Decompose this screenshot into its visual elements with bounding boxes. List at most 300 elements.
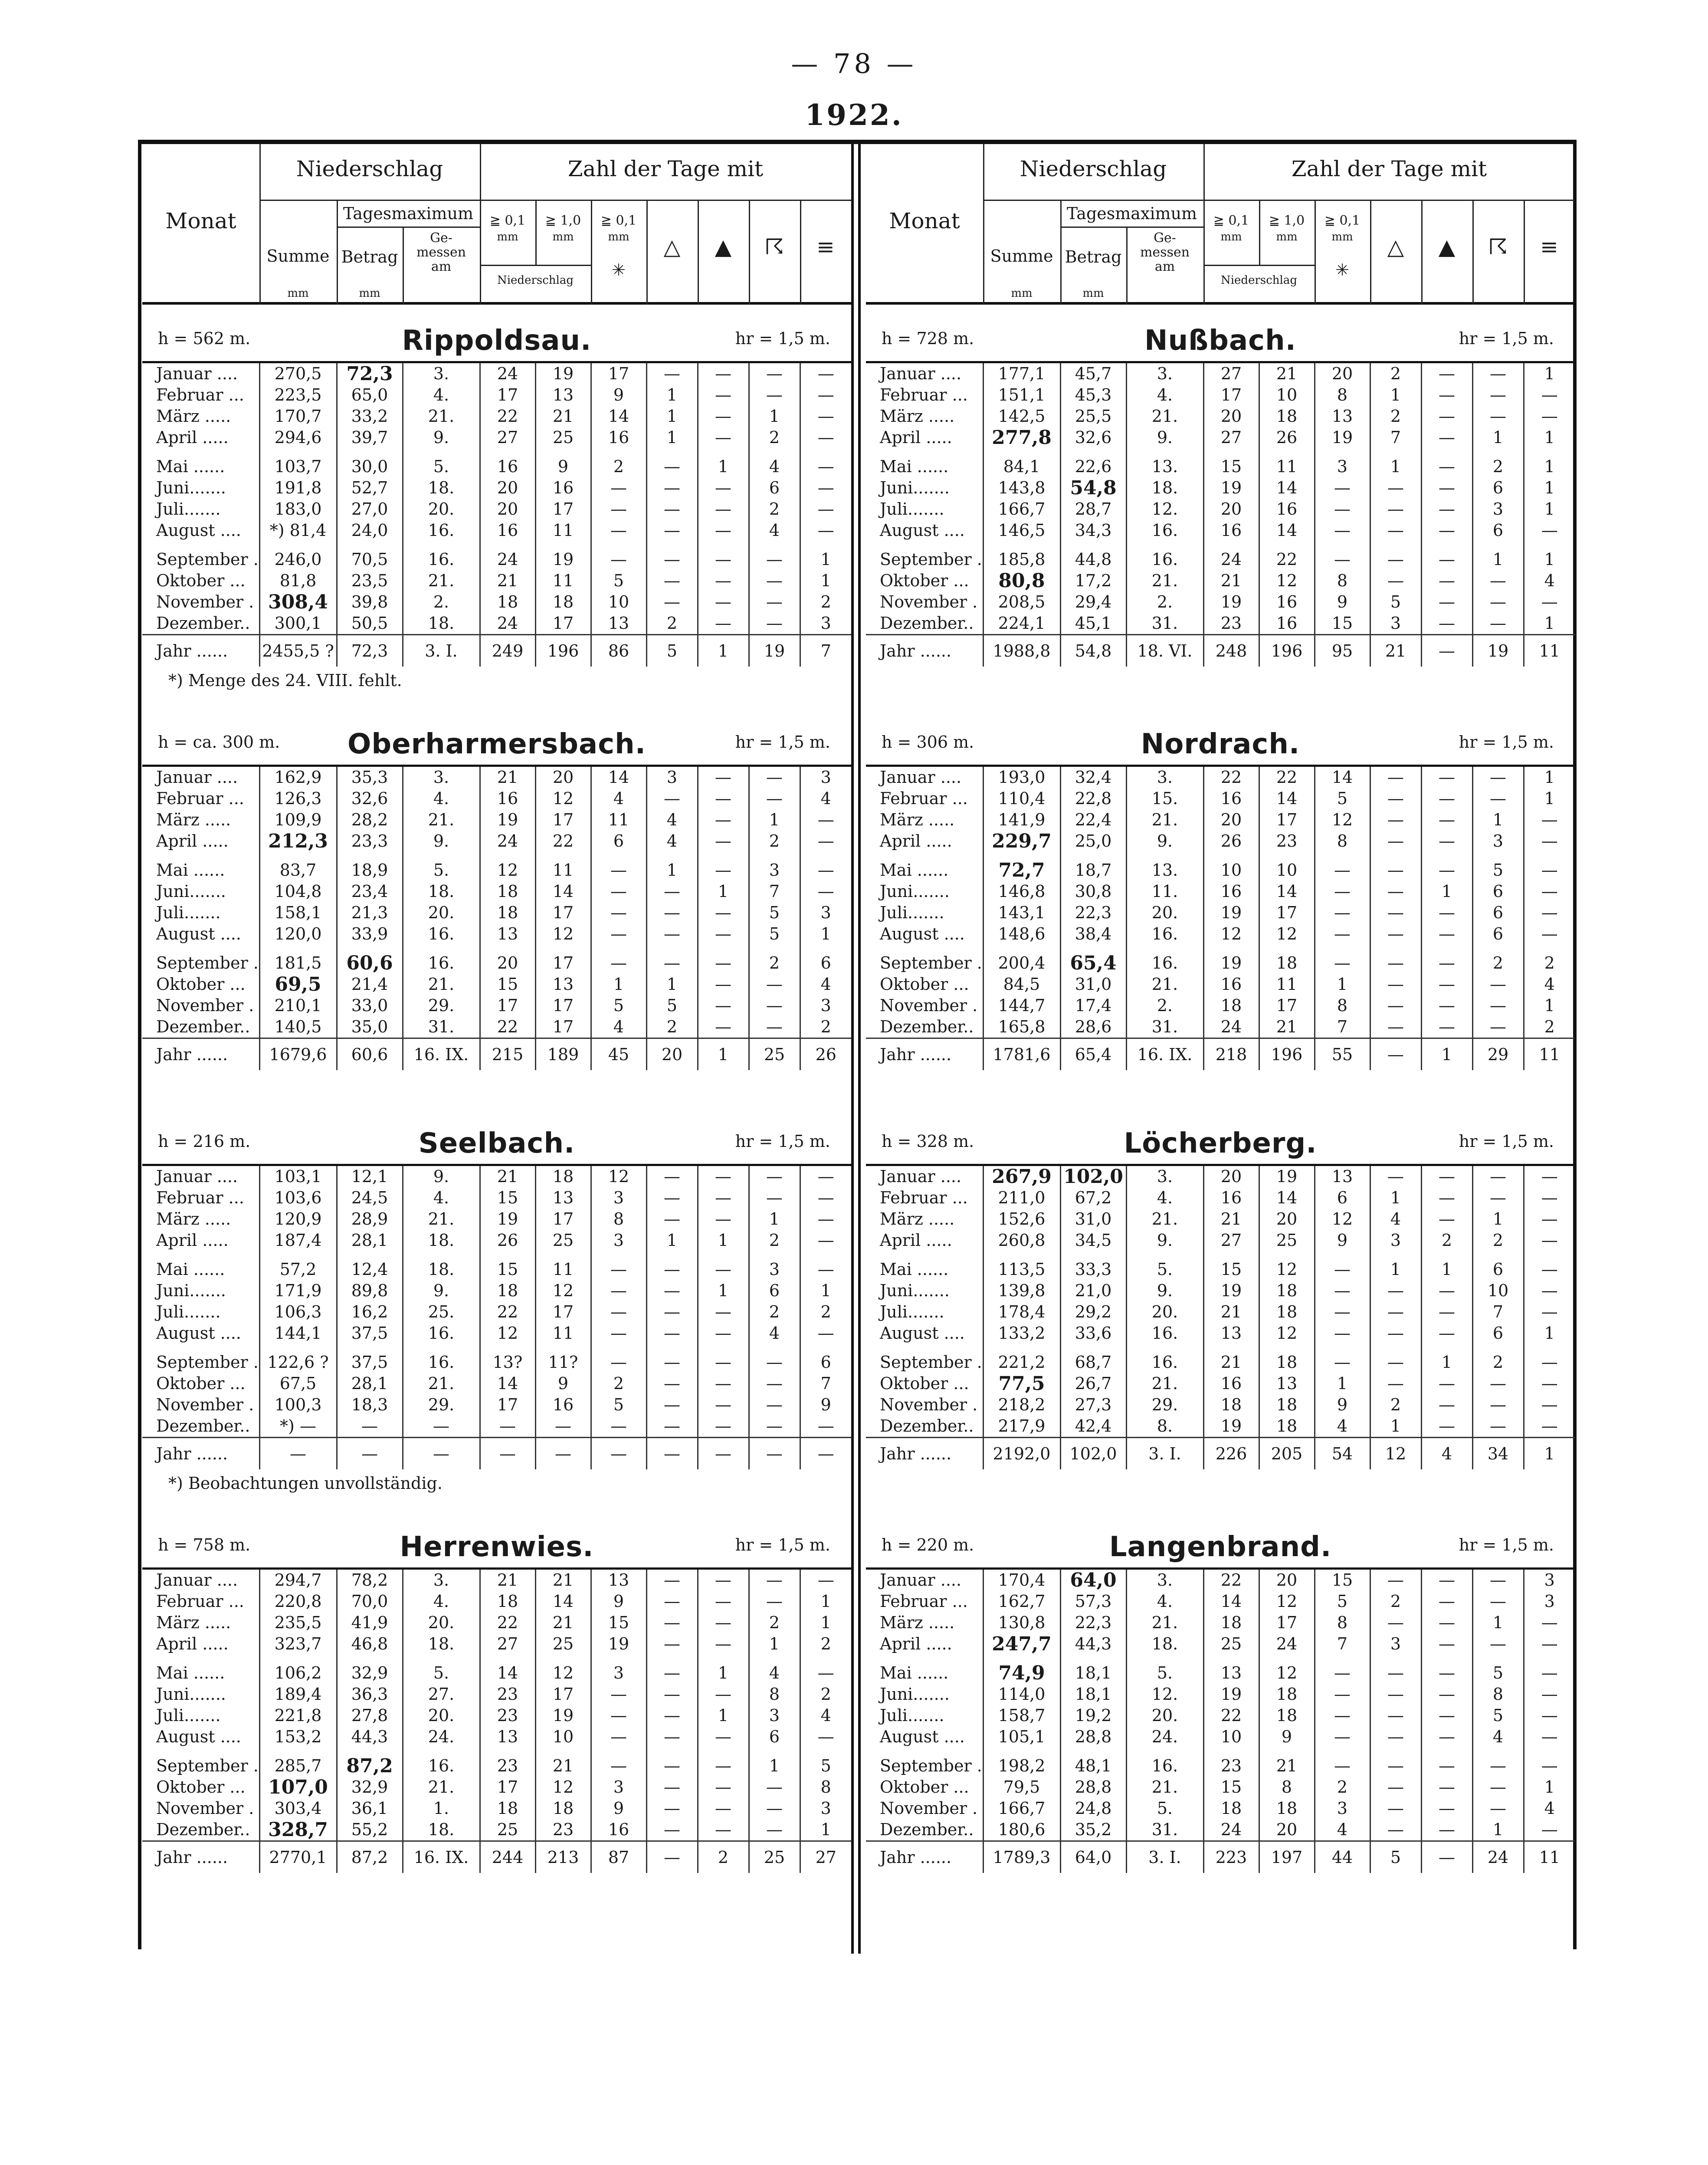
table-cell: 10 [591, 591, 646, 613]
table-cell: 5. [403, 1655, 480, 1684]
table-cell: 229,7 [983, 831, 1060, 852]
table-cell: — [1315, 477, 1370, 499]
table-cell: — [1524, 1748, 1575, 1777]
table-cell: 30,8 [1060, 881, 1126, 902]
table-cell: 23 [480, 1705, 535, 1726]
table-cell: — [1370, 902, 1421, 923]
table-cell: — [1370, 852, 1421, 881]
table-cell: 18 [1259, 406, 1315, 427]
month-label: Oktober ... [156, 1374, 246, 1393]
table-cell: 20 [1315, 363, 1370, 384]
table-cell: 15 [1203, 1251, 1259, 1280]
table-cell: — [698, 1798, 749, 1819]
table-cell: — [1315, 1726, 1370, 1748]
station-height: h = 562 m. [158, 329, 251, 348]
table-cell: 95 [1315, 635, 1370, 667]
table-cell: 84,1 [983, 448, 1060, 477]
table-cell: 16. [1126, 541, 1203, 570]
table-cell: — [1524, 1394, 1575, 1416]
table-cell: — [800, 499, 851, 520]
month-label: Juli....... [156, 1302, 221, 1321]
table-cell: 13 [1259, 1373, 1315, 1394]
table-cell: 12,4 [337, 1251, 403, 1280]
table-cell: 4. [1126, 1187, 1203, 1209]
table-cell: 21 [1259, 1016, 1315, 1038]
table-cell: 21 [480, 1570, 535, 1591]
table-row [142, 1038, 851, 1071]
table-cell: 2. [1126, 591, 1203, 613]
table-cell: 2192,0 [983, 1438, 1060, 1470]
table-row [142, 541, 851, 570]
table-cell: 21. [1126, 1612, 1203, 1633]
table-cell: 23 [480, 1748, 535, 1777]
table-cell: 24. [1126, 1726, 1203, 1748]
table-row [142, 635, 851, 667]
table-cell: 146,5 [983, 520, 1060, 541]
table-cell: — [1472, 767, 1524, 788]
table-cell: — [1524, 591, 1575, 613]
table-cell: 21. [1126, 1209, 1203, 1230]
table-cell: 36,1 [337, 1798, 403, 1819]
table-row [142, 881, 851, 902]
table-cell: 32,4 [1060, 767, 1126, 788]
month-label: Mai ...... [880, 457, 949, 476]
table-row [142, 902, 851, 923]
table-cell: 22,3 [1060, 902, 1126, 923]
table-cell: 17,2 [1060, 570, 1126, 591]
table-cell: 8 [591, 1209, 646, 1230]
table-cell: 17,4 [1060, 995, 1126, 1016]
table-cell: 18,3 [337, 1394, 403, 1416]
table-cell: — [591, 1416, 646, 1438]
table-cell: 83,7 [259, 852, 337, 881]
table-cell: 4. [403, 788, 480, 809]
table-cell: 2. [403, 591, 480, 613]
month-label: März ..... [156, 810, 231, 829]
table-cell: 189,4 [259, 1684, 337, 1705]
table-cell: 11. [1126, 881, 1203, 902]
table-cell: 13 [1203, 1323, 1259, 1344]
table-row [142, 1726, 851, 1748]
table-cell: 1 [1472, 1612, 1524, 1633]
table-cell: 1 [800, 541, 851, 570]
table-cell: — [1472, 363, 1524, 384]
table-cell: 1 [749, 1748, 800, 1777]
table-cell: 3. [403, 363, 480, 384]
table-cell: — [749, 974, 800, 995]
table-cell: 15 [1203, 1777, 1259, 1798]
table-cell: — [1421, 974, 1472, 995]
table-cell: 28,8 [1060, 1777, 1126, 1798]
table-cell: — [646, 1684, 698, 1705]
table-cell: 19 [1203, 591, 1259, 613]
table-cell: 104,8 [259, 881, 337, 902]
table-cell: 25 [749, 1038, 800, 1071]
table-cell: 37,5 [337, 1344, 403, 1373]
table-cell: 16 [480, 520, 535, 541]
table-cell: 9 [1259, 1726, 1315, 1748]
table-cell: 13? [480, 1344, 535, 1373]
table-cell: 8 [1315, 384, 1370, 406]
table-cell: — [646, 591, 698, 613]
table-cell: 223,5 [259, 384, 337, 406]
table-cell: — [1524, 902, 1575, 923]
station-name: Nußbach. [1144, 325, 1296, 357]
table-cell: 5 [749, 902, 800, 923]
table-cell: 18 [1259, 945, 1315, 974]
table-cell: 18. [403, 1819, 480, 1841]
table-cell: 33,6 [1060, 1323, 1126, 1344]
table-cell: — [403, 1438, 480, 1470]
month-label: Mai ...... [880, 1260, 949, 1279]
table-row [866, 1280, 1575, 1301]
table-cell: — [1370, 1684, 1421, 1705]
month-label: Dezember.. [156, 1017, 250, 1036]
table-cell: 65,0 [337, 384, 403, 406]
table-cell: 21. [1126, 570, 1203, 591]
table-cell: 3. [403, 1570, 480, 1591]
table-cell: — [749, 1798, 800, 1819]
table-cell: — [646, 1841, 698, 1873]
table-cell: — [646, 570, 698, 591]
table-cell: — [1421, 1323, 1472, 1344]
table-cell: — [749, 1166, 800, 1187]
table-cell: 1 [1421, 881, 1472, 902]
table-cell: 13 [1315, 406, 1370, 427]
table-cell: — [1421, 635, 1472, 667]
table-cell: 158,1 [259, 902, 337, 923]
table-cell: — [646, 788, 698, 809]
table-row [866, 1612, 1575, 1633]
table-cell: — [1315, 1655, 1370, 1684]
header-ge01: ≧ 0,1 [489, 213, 526, 228]
table-row [142, 384, 851, 406]
table-cell: 27 [480, 1633, 535, 1655]
table-cell: 18 [1259, 1684, 1315, 1705]
table-cell: 33,2 [337, 406, 403, 427]
table-cell: 1 [698, 1655, 749, 1684]
table-cell: — [646, 1323, 698, 1344]
month-label: Oktober ... [156, 975, 246, 994]
month-label: Oktober ... [880, 1777, 969, 1797]
table-cell: 5. [1126, 1655, 1203, 1684]
table-cell: 213 [535, 1841, 591, 1873]
table-cell: 23 [1203, 1748, 1259, 1777]
table-cell: 189 [535, 1038, 591, 1071]
table-cell: 153,2 [259, 1726, 337, 1748]
fog-icon: ≡ [816, 234, 835, 260]
table-cell: 2 [749, 427, 800, 448]
table-cell: 1 [698, 1705, 749, 1726]
table-cell: — [591, 945, 646, 974]
table-cell: 8 [1315, 1612, 1370, 1633]
table-cell: — [1370, 788, 1421, 809]
table-cell: 67,2 [1060, 1187, 1126, 1209]
table-cell: — [1472, 613, 1524, 635]
table-cell: 26 [1203, 831, 1259, 852]
table-cell: 44,3 [1060, 1633, 1126, 1655]
table-cell: — [698, 1209, 749, 1230]
table-cell: 4 [591, 1016, 646, 1038]
month-label: Juli....... [880, 1706, 944, 1725]
table-cell: 87,2 [337, 1748, 403, 1777]
table-row [142, 591, 851, 613]
header-mm: mm [1331, 230, 1353, 243]
table-cell: 185,8 [983, 541, 1060, 570]
table-cell: 46,8 [337, 1633, 403, 1655]
table-row [142, 520, 851, 541]
table-cell: — [698, 1344, 749, 1373]
table-cell: 79,5 [983, 1777, 1060, 1798]
table-row [142, 1705, 851, 1726]
table-cell: 21,4 [337, 974, 403, 995]
month-label: Januar .... [156, 1570, 238, 1590]
table-cell: 13. [1126, 448, 1203, 477]
table-cell: — [1370, 881, 1421, 902]
table-cell: 21,0 [1060, 1280, 1126, 1301]
table-cell: — [1421, 541, 1472, 570]
table-cell: — [591, 1251, 646, 1280]
table-cell: 1679,6 [259, 1038, 337, 1071]
header-ge01: ≧ 0,1 [1213, 213, 1249, 228]
table-cell: 16. [403, 520, 480, 541]
month-label: Juni....... [156, 882, 226, 901]
table-cell: 10 [535, 1726, 591, 1748]
table-cell: — [698, 945, 749, 974]
table-cell: 29,2 [1060, 1301, 1126, 1323]
table-cell: — [1472, 1591, 1524, 1612]
table-row [866, 1591, 1575, 1612]
table-cell: 12 [535, 923, 591, 945]
table-cell: 5. [403, 448, 480, 477]
table-cell: 2 [1370, 1394, 1421, 1416]
table-cell: 133,2 [983, 1323, 1060, 1344]
table-cell: 171,9 [259, 1280, 337, 1301]
table-cell: 17 [1259, 995, 1315, 1016]
table-cell: 3 [1524, 1570, 1575, 1591]
table-cell: 294,7 [259, 1570, 337, 1591]
month-label: November . [156, 1395, 254, 1414]
table-cell: 9 [1315, 591, 1370, 613]
table-cell: 65,4 [1060, 945, 1126, 974]
table-cell: — [749, 995, 800, 1016]
table-cell: 23 [1259, 831, 1315, 852]
table-cell: 12 [1315, 1209, 1370, 1230]
table-cell: — [591, 923, 646, 945]
table-cell: — [800, 520, 851, 541]
month-label: Oktober ... [880, 975, 969, 994]
table-cell: — [1524, 1655, 1575, 1684]
table-cell: 21. [403, 1373, 480, 1394]
month-label: Februar ... [156, 1592, 244, 1611]
table-row [142, 448, 851, 477]
table-cell: — [698, 384, 749, 406]
header-summe: Summe [990, 246, 1053, 266]
table-cell: 18. [403, 1251, 480, 1280]
table-cell: 221,2 [983, 1344, 1060, 1373]
header-mm: mm [1276, 230, 1298, 243]
table-cell: 4 [800, 1705, 851, 1726]
header-monat: Monat [165, 208, 236, 233]
table-cell: — [698, 831, 749, 852]
table-cell: — [698, 427, 749, 448]
table-cell: 23,5 [337, 570, 403, 591]
header-gemessen: Ge- messen am [416, 230, 466, 274]
table-cell: 2 [1472, 448, 1524, 477]
table-cell: 2 [800, 1633, 851, 1655]
table-cell: 34 [1472, 1438, 1524, 1470]
table-cell: — [698, 923, 749, 945]
table-cell: 17 [1259, 902, 1315, 923]
month-label: September . [156, 1353, 259, 1372]
station-hr: hr = 1,5 m. [1459, 1535, 1554, 1554]
month-label: September . [880, 550, 982, 569]
table-cell: 24 [1203, 1016, 1259, 1038]
month-label: Juni....... [880, 1281, 950, 1300]
table-cell: 1 [1472, 427, 1524, 448]
table-cell: — [1370, 1705, 1421, 1726]
table-cell: — [1421, 427, 1472, 448]
table-cell: — [1472, 788, 1524, 809]
snow-icon: ✳ [1335, 260, 1349, 279]
table-cell: 11 [535, 1251, 591, 1280]
table-cell: 103,1 [259, 1166, 337, 1187]
month-label: Dezember.. [156, 1416, 250, 1436]
table-cell: — [698, 1301, 749, 1323]
table-cell: 1 [1524, 1438, 1575, 1470]
table-cell: 208,5 [983, 591, 1060, 613]
table-cell: — [646, 1748, 698, 1777]
table-cell: — [1370, 1612, 1421, 1633]
table-cell: 2 [800, 1684, 851, 1705]
table-cell: — [800, 384, 851, 406]
table-cell: — [1421, 1684, 1472, 1705]
table-cell: 106,3 [259, 1301, 337, 1323]
table-cell: — [1421, 767, 1472, 788]
table-cell: 6 [749, 1280, 800, 1301]
table-cell: 27 [480, 427, 535, 448]
table-cell: 5 [800, 1748, 851, 1777]
table-cell: — [1370, 767, 1421, 788]
table-cell: — [1370, 923, 1421, 945]
table-cell: 21. [1126, 809, 1203, 831]
table-cell: 8. [1126, 1416, 1203, 1438]
table-cell: 26 [480, 1230, 535, 1251]
table-row [142, 406, 851, 427]
table-cell: — [749, 384, 800, 406]
table-cell: 24,5 [337, 1187, 403, 1209]
month-label: Januar .... [156, 1167, 238, 1186]
table-cell: — [1421, 852, 1472, 881]
table-cell: — [1421, 1209, 1472, 1230]
table-cell: — [1524, 1230, 1575, 1251]
table-cell: 12. [1126, 499, 1203, 520]
table-cell: 1 [749, 1633, 800, 1655]
table-cell: 25 [1259, 1230, 1315, 1251]
table-cell: — [1421, 1591, 1472, 1612]
table-cell: — [1472, 570, 1524, 591]
table-cell: — [698, 852, 749, 881]
table-cell: 17 [535, 945, 591, 974]
table-cell: 18,1 [1060, 1655, 1126, 1684]
table-cell: 67,5 [259, 1373, 337, 1394]
table-cell: — [337, 1438, 403, 1470]
table-cell: — [1421, 1705, 1472, 1726]
table-cell: — [698, 1684, 749, 1705]
table-cell: 212,3 [259, 831, 337, 852]
table-cell: 57,2 [259, 1251, 337, 1280]
table-row [142, 923, 851, 945]
table-cell: 139,8 [983, 1280, 1060, 1301]
table-cell: 17 [535, 1209, 591, 1230]
station-height: h = 328 m. [882, 1132, 974, 1151]
header-tagesmaximum: Tagesmaximum [1066, 204, 1197, 223]
table-cell: 16 [1203, 520, 1259, 541]
table-cell: 303,4 [259, 1798, 337, 1819]
month-label: Jahr ...... [866, 635, 983, 667]
table-cell: 23 [1203, 613, 1259, 635]
table-cell: — [646, 1251, 698, 1280]
table-cell: 81,8 [259, 570, 337, 591]
table-row [866, 384, 1575, 406]
table-cell: 2 [749, 945, 800, 974]
table-cell: 3. I. [1126, 1841, 1203, 1873]
table-cell: 31,0 [1060, 1209, 1126, 1230]
table-cell: 22 [1203, 767, 1259, 788]
table-cell: — [1421, 384, 1472, 406]
table-cell: 16 [480, 448, 535, 477]
table-cell: — [591, 881, 646, 902]
table-cell: 130,8 [983, 1612, 1060, 1633]
table-cell: 30,0 [337, 448, 403, 477]
table-cell: 16 [480, 788, 535, 809]
table-cell: 4 [591, 788, 646, 809]
table-cell: 16. IX. [403, 1841, 480, 1873]
table-cell: 166,7 [983, 1798, 1060, 1819]
table-cell: 54 [1315, 1438, 1370, 1470]
table-cell: — [698, 767, 749, 788]
month-label: Mai ...... [156, 1663, 225, 1682]
table-cell: — [1421, 448, 1472, 477]
table-cell: 6 [749, 1726, 800, 1748]
table-row [866, 477, 1575, 499]
table-cell: 3 [591, 1230, 646, 1251]
table-cell: — [1421, 363, 1472, 384]
table-cell: — [646, 1612, 698, 1633]
table-cell: 12 [535, 1777, 591, 1798]
table-cell: 1 [1370, 1187, 1421, 1209]
table-cell: — [646, 923, 698, 945]
month-label: August .... [156, 1324, 241, 1343]
table-cell: 9 [535, 448, 591, 477]
table-cell: 16 [1203, 1187, 1259, 1209]
table-row [866, 852, 1575, 881]
table-cell: — [1315, 1705, 1370, 1726]
table-cell: *) 81,4 [259, 520, 337, 541]
month-label: Jahr ...... [142, 1841, 259, 1873]
table-cell: 11 [591, 809, 646, 831]
month-label: Januar .... [880, 364, 962, 383]
table-cell: 180,6 [983, 1819, 1060, 1841]
table-cell: — [698, 1748, 749, 1777]
table-cell: — [1315, 902, 1370, 923]
table-cell: 2 [1472, 945, 1524, 974]
table-cell: 248 [1203, 635, 1259, 667]
table-cell: 5 [646, 635, 698, 667]
header-zahl-der-tage: Zahl der Tage mit [567, 156, 764, 181]
table-cell: 21. [403, 1209, 480, 1230]
station-note: *) Beobachtungen unvollständig. [168, 1474, 443, 1493]
